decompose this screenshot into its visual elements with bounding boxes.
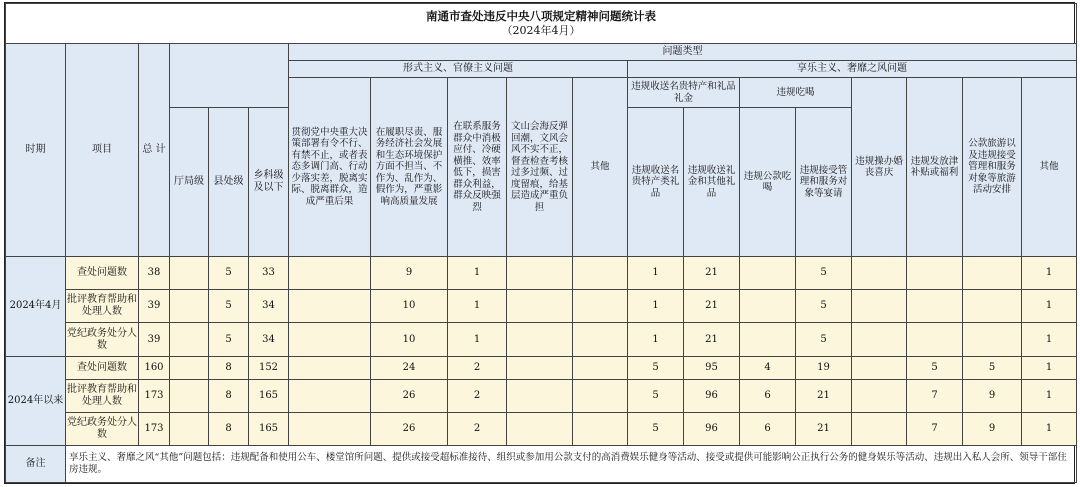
value-cell-total: 38 xyxy=(139,257,170,290)
value-cell-ting xyxy=(170,257,209,290)
table-subtitle: （2024年4月） xyxy=(501,24,581,37)
value-cell-t xyxy=(963,290,1022,323)
value-cell-f1 xyxy=(289,323,371,356)
value-cell-f4 xyxy=(507,379,573,412)
value-cell-xiang: 152 xyxy=(249,356,289,379)
value-cell-t xyxy=(963,323,1022,356)
value-cell-f3: 1 xyxy=(448,290,507,323)
table-row xyxy=(6,412,1077,445)
item-cell: 查处问题数 xyxy=(66,356,139,379)
header-issue-type: 问题类型 xyxy=(289,44,1077,61)
value-cell-xian: 5 xyxy=(209,257,249,290)
note-text: 享乐主义、奢靡之风“其他”问题包括：违规配备和使用公车、楼堂馆所问题、提供或接受超标准接待、组织或参加用公款支付的高消费娱乐健身等活动、接受或提供可能影响公正执行公务的健身娱乐等活动、违规出入私人会所、领导干部住房违规。 xyxy=(66,446,1077,483)
value-cell-f2: 26 xyxy=(371,412,448,445)
note-label: 备注 xyxy=(6,446,66,483)
value-cell-f5 xyxy=(573,257,628,290)
header-h-gift1: 违规收送名贵特产类礼品 xyxy=(628,108,684,257)
value-cell-xiang: 33 xyxy=(249,257,289,290)
value-cell-d1 xyxy=(740,323,796,356)
header-total: 总 计 xyxy=(139,44,170,257)
value-cell-f3: 2 xyxy=(448,356,507,379)
table-title-cell xyxy=(6,4,1077,44)
value-cell-o: 1 xyxy=(1022,323,1077,356)
value-cell-total: 160 xyxy=(139,356,170,379)
value-cell-f3: 2 xyxy=(448,379,507,412)
table-title: 南通市查处违反中央八项规定精神问题统计表 xyxy=(426,9,657,23)
value-cell-o: 1 xyxy=(1022,356,1077,379)
value-cell-total: 39 xyxy=(139,290,170,323)
header-item: 项目 xyxy=(66,44,139,257)
value-cell-o: 1 xyxy=(1022,290,1077,323)
value-cell-f2: 24 xyxy=(371,356,448,379)
value-cell-t: 5 xyxy=(963,356,1022,379)
header-h-dine: 违规吃喝 xyxy=(740,78,852,108)
header-level-ting: 厅局级 xyxy=(170,108,209,257)
header-h-wedding: 违规操办婚丧喜庆 xyxy=(852,78,907,257)
value-cell-ting xyxy=(170,412,209,445)
value-cell-ting xyxy=(170,323,209,356)
header-period: 时期 xyxy=(6,44,66,257)
header-level-blank xyxy=(170,44,289,108)
header-f1: 贯彻党中央重大决策部署有令不行、有禁不止，或者表态多调门高、行动少落实差，脱离实际、脱离群众，造成严重后果 xyxy=(289,78,371,257)
value-cell-f4 xyxy=(507,323,573,356)
value-cell-f5 xyxy=(573,412,628,445)
value-cell-xian: 5 xyxy=(209,323,249,356)
value-cell-f5 xyxy=(573,379,628,412)
value-cell-t: 9 xyxy=(963,412,1022,445)
value-cell-g2: 21 xyxy=(684,290,740,323)
header-f4: 文山会海反弹回潮，文风会风不实不正，督查检查考核过多过频、过度留痕，给基层造成严重负担 xyxy=(507,78,573,257)
value-cell-t xyxy=(963,257,1022,290)
value-cell-f5 xyxy=(573,290,628,323)
value-cell-total: 173 xyxy=(139,379,170,412)
value-cell-w xyxy=(852,290,907,323)
value-cell-g2: 21 xyxy=(684,257,740,290)
value-cell-f5 xyxy=(573,356,628,379)
value-cell-ting xyxy=(170,290,209,323)
value-cell-g1: 5 xyxy=(628,356,684,379)
value-cell-f4 xyxy=(507,257,573,290)
table-row xyxy=(6,356,1077,379)
value-cell-f2: 9 xyxy=(371,257,448,290)
value-cell-f1 xyxy=(289,356,371,379)
value-cell-g2: 21 xyxy=(684,323,740,356)
period-cell: 2024年4月 xyxy=(6,257,66,357)
value-cell-s xyxy=(907,290,963,323)
item-cell: 党纪政务处分人数 xyxy=(66,412,139,445)
value-cell-d2: 5 xyxy=(796,290,852,323)
value-cell-g1: 5 xyxy=(628,379,684,412)
value-cell-f3: 1 xyxy=(448,323,507,356)
table-body xyxy=(6,257,1077,446)
value-cell-xian: 8 xyxy=(209,412,249,445)
value-cell-g1: 5 xyxy=(628,412,684,445)
value-cell-xiang: 165 xyxy=(249,379,289,412)
value-cell-g2: 95 xyxy=(684,356,740,379)
value-cell-f4 xyxy=(507,356,573,379)
value-cell-t: 9 xyxy=(963,379,1022,412)
header-level-xiang: 乡科级及以下 xyxy=(249,108,289,257)
table-row xyxy=(6,290,1077,323)
value-cell-total: 173 xyxy=(139,412,170,445)
header-level-xian: 县处级 xyxy=(209,108,249,257)
statistics-table-frame xyxy=(4,2,1075,484)
period-cell: 2024年以来 xyxy=(6,356,66,445)
value-cell-f3: 2 xyxy=(448,412,507,445)
value-cell-total: 39 xyxy=(139,323,170,356)
value-cell-o: 1 xyxy=(1022,257,1077,290)
value-cell-f2: 10 xyxy=(371,323,448,356)
value-cell-d1 xyxy=(740,290,796,323)
value-cell-xiang: 165 xyxy=(249,412,289,445)
value-cell-f1 xyxy=(289,257,371,290)
table-row xyxy=(6,257,1077,290)
header-f2: 在履职尽责、服务经济社会发展和生态环境保护方面不担当、不作为、乱作为、假作为，严重影响高质量发展 xyxy=(371,78,448,257)
value-cell-xiang: 34 xyxy=(249,290,289,323)
value-cell-s: 5 xyxy=(907,356,963,379)
value-cell-d2: 5 xyxy=(796,323,852,356)
table-row xyxy=(6,379,1077,412)
value-cell-ting xyxy=(170,356,209,379)
header-hedonism: 享乐主义、奢靡之风问题 xyxy=(628,61,1077,78)
value-cell-w xyxy=(852,379,907,412)
value-cell-f4 xyxy=(507,290,573,323)
item-cell: 查处问题数 xyxy=(66,257,139,290)
value-cell-s: 7 xyxy=(907,379,963,412)
value-cell-g1: 1 xyxy=(628,323,684,356)
header-h-subsidy: 违规发放津补贴或福利 xyxy=(907,78,963,257)
value-cell-xian: 8 xyxy=(209,379,249,412)
value-cell-g2: 96 xyxy=(684,412,740,445)
value-cell-xian: 8 xyxy=(209,356,249,379)
value-cell-d2: 21 xyxy=(796,412,852,445)
value-cell-f1 xyxy=(289,379,371,412)
value-cell-w xyxy=(852,412,907,445)
value-cell-s xyxy=(907,257,963,290)
value-cell-d1: 6 xyxy=(740,379,796,412)
value-cell-w xyxy=(852,356,907,379)
header-f5: 其他 xyxy=(573,78,628,257)
value-cell-s: 7 xyxy=(907,412,963,445)
value-cell-d2: 5 xyxy=(796,257,852,290)
statistics-table xyxy=(5,3,1077,483)
value-cell-d2: 19 xyxy=(796,356,852,379)
value-cell-f2: 26 xyxy=(371,379,448,412)
value-cell-f1 xyxy=(289,290,371,323)
value-cell-f3: 1 xyxy=(448,257,507,290)
value-cell-s xyxy=(907,323,963,356)
header-f3: 在联系服务群众中消极应付、冷硬横推、效率低下，损害群众利益，群众反映强烈 xyxy=(448,78,507,257)
header-h-dine2: 违规接受管理和服务对象等宴请 xyxy=(796,108,852,257)
header-h-travel: 公款旅游以及违规接受管理和服务对象等旅游活动安排 xyxy=(963,78,1022,257)
header-h-gift2: 违规收送礼金和其他礼品 xyxy=(684,108,740,257)
value-cell-d1: 4 xyxy=(740,356,796,379)
value-cell-xiang: 34 xyxy=(249,323,289,356)
header-h-gift: 违规收送名贵特产和礼品礼金 xyxy=(628,78,740,108)
value-cell-f5 xyxy=(573,323,628,356)
item-cell: 党纪政务处分人数 xyxy=(66,323,139,356)
value-cell-f4 xyxy=(507,412,573,445)
value-cell-f1 xyxy=(289,412,371,445)
value-cell-d1: 6 xyxy=(740,412,796,445)
header-h-dine1: 违规公款吃喝 xyxy=(740,108,796,257)
table-row xyxy=(6,323,1077,356)
value-cell-xian: 5 xyxy=(209,290,249,323)
value-cell-o: 1 xyxy=(1022,412,1077,445)
value-cell-f2: 10 xyxy=(371,290,448,323)
value-cell-ting xyxy=(170,379,209,412)
item-cell: 批评教育帮助和处理人数 xyxy=(66,379,139,412)
value-cell-g2: 96 xyxy=(684,379,740,412)
value-cell-d2: 21 xyxy=(796,379,852,412)
header-formalism: 形式主义、官僚主义问题 xyxy=(289,61,628,78)
value-cell-g1: 1 xyxy=(628,257,684,290)
value-cell-w xyxy=(852,257,907,290)
item-cell: 批评教育帮助和处理人数 xyxy=(66,290,139,323)
value-cell-o: 1 xyxy=(1022,379,1077,412)
value-cell-g1: 1 xyxy=(628,290,684,323)
value-cell-d1 xyxy=(740,257,796,290)
header-h-other: 其他 xyxy=(1022,78,1077,257)
value-cell-w xyxy=(852,323,907,356)
